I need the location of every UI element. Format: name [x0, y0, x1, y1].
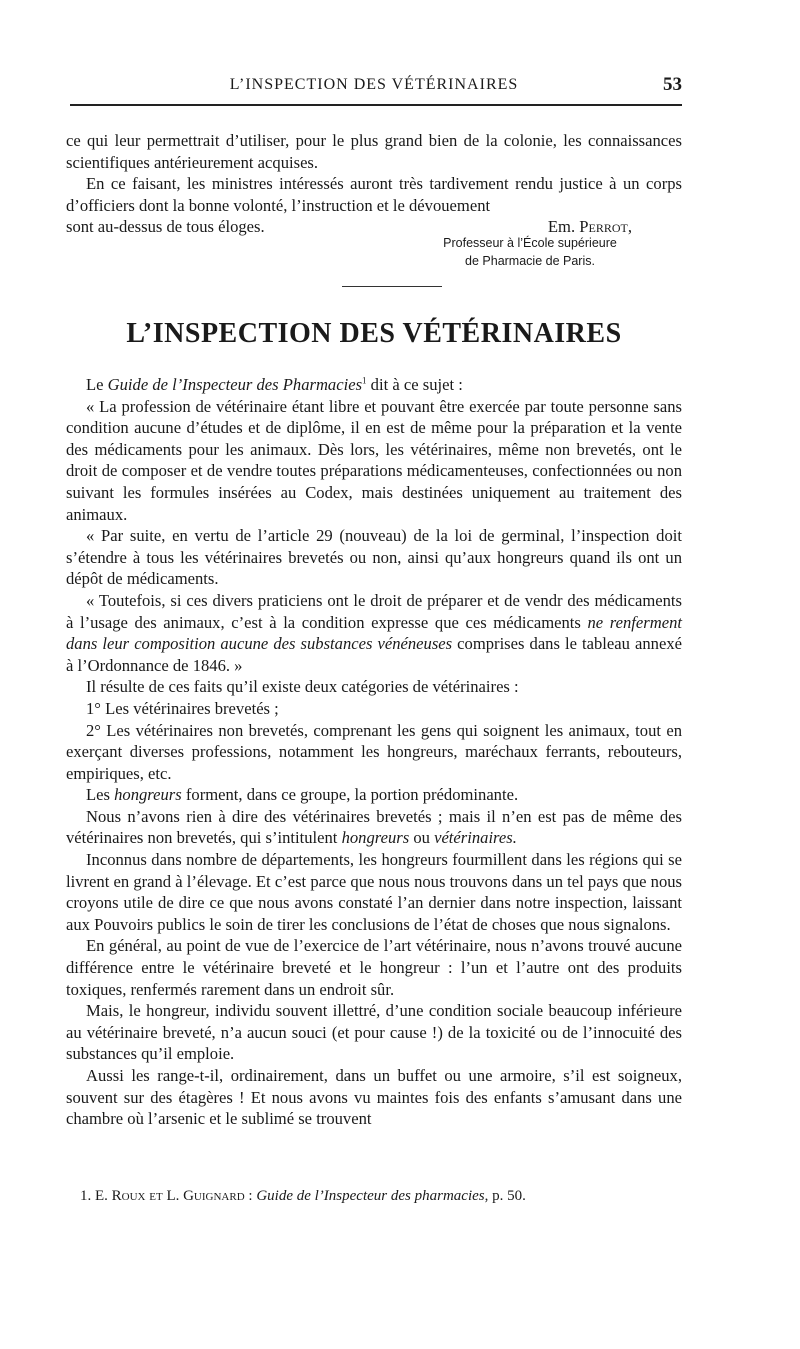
footnote	[66, 1186, 682, 1206]
text: ou	[409, 828, 435, 848]
footnote-text	[66, 1186, 682, 1206]
text: Nous n’avons rien à dire des vétérinaires brevetés ; mais il n’en est pas de même des vétérinaires non brevetés, qui s’intitulent	[66, 806, 682, 848]
paragraph: Il résulte de ces faits qu’il existe deux catégories de vétérinaires :	[86, 677, 519, 697]
text: comprises dans le tableau annexé à l’Ordonnance de 1846. »	[66, 634, 682, 675]
quote-paragraph	[66, 590, 682, 676]
paragraph	[66, 806, 682, 849]
affiliation-line: de Pharmacie de Paris.	[465, 254, 595, 268]
paragraph: En ce faisant, les ministres intéressés auront très tardivement rendu justice à un corps d’officiers dont la bonne volonté, l’instruction et le dévouement	[66, 174, 682, 215]
quote-paragraph: « Par suite, en vertu de l’article 29 (nouveau) de la loi de germinal, l’inspection doit s’étendre à tous les vétérinaires brevetés ou non, ainsi qu’aux hongreurs quand ils ont un dépôt de médicaments.	[66, 526, 682, 589]
paragraph: ce qui leur permettrait d’utiliser, pour le plus grand bien de la colonie, les connaissances scientifiques antérieurement acquises.	[66, 131, 682, 172]
cited-work: Guide de l’Inspecteur des Pharmacies	[107, 375, 363, 394]
quote-paragraph: « La profession de vétérinaire étant libre et pouvant être exercée par toute personne sans condition aucune d’études et de diplôme, il en est de même pour la préparation et la vente des médicaments pour les animaux. Dès lors, les vétérinaires, même non brevetés, ont le droit de composer et de vendre toutes préparations médicamenteuses, confectionnées ou non suivant les formules insérées au Codex, mais destinées uniquement au traitement des animaux.	[66, 396, 682, 524]
footnote-number: 1.	[80, 1188, 92, 1204]
author-name: Perrot,	[579, 217, 632, 237]
footnote-title: Guide de l’Inspecteur des pharmacies	[256, 1188, 485, 1204]
paragraph: Mais, le hongreur, individu souvent illettré, d’une condition sociale beaucoup inférieure au vétérinaire breveté, n’a aucun souci (et pour cause !) de la toxicité ou de l’innocuité des substances qu’il emploie.	[66, 1001, 682, 1064]
affiliation-line: Professeur à l’École supérieure	[443, 236, 617, 250]
text: dit à ce sujet :	[366, 375, 463, 394]
paragraph	[66, 784, 682, 806]
text: forment, dans ce groupe, la portion prédominante.	[181, 785, 519, 805]
previous-article-ending	[66, 130, 682, 238]
emphasis: vétérinaires.	[434, 828, 517, 848]
page-number: 53	[663, 74, 682, 95]
paragraph	[66, 374, 682, 396]
emphasis: ne renferment dans leur composition aucune des substances vénéneuses	[66, 612, 682, 654]
header-rule	[70, 104, 682, 106]
running-header	[66, 74, 682, 98]
paragraph: Inconnus dans nombre de départements, les hongreurs fourmillent dans les régions qui se livrent en grand à l’élevage. Et c’est parce que nous nous trouvons dans un tel pays que nous croyons utile de dire ce que nous avons constaté l’an dernier dans notre inspection, laissant aux Pouvoirs publics le soin de tirer les conclusions de l’état de choses que nous signalons.	[66, 850, 682, 934]
text: Les	[86, 785, 115, 805]
paragraph-end: sont au-dessus de tous éloges.	[66, 217, 265, 237]
list-item: 1° Les vétérinaires brevetés ;	[86, 698, 279, 718]
emphasis: hongreurs	[114, 785, 182, 805]
footnote-page: , p. 50.	[484, 1188, 526, 1204]
article-body	[66, 374, 682, 1130]
running-title: L’INSPECTION DES VÉTÉRINAIRES	[229, 76, 519, 93]
author-affiliation	[380, 234, 680, 270]
paragraph: En général, au point de vue de l’exercice de l’art vétérinaire, nous n’avons trouvé aucune différence entre le vétérinaire breveté et le hongreur : l’un et l’autre ont des produits toxiques, renfermés rarement dans un endroit sûr.	[66, 936, 682, 999]
footnote-reference: 1	[362, 375, 367, 386]
list-item: 2° Les vétérinaires non brevetés, comprenant les gens qui soignent les animaux, tout en exerçant diverses professions, notamment les hongreurs, maréchaux ferrants, rebouteurs, empiriques, etc.	[66, 720, 682, 783]
author-initial: Em.	[547, 217, 576, 237]
emphasis: hongreurs	[341, 828, 410, 848]
paragraph: Aussi les range-t-il, ordinairement, dans un buffet ou une armoire, s’il est soigneux, souvent sur des étagères ! Et nous avons vu maintes fois des enfants s’amusant dans une chambre où l’arsenic et le sublimé se trouvent	[66, 1066, 682, 1129]
footnote-authors: E. Roux et L. Guignard :	[95, 1188, 253, 1204]
text: « Toutefois, si ces divers praticiens ont le droit de préparer et de vendr des médicaments à l’usage des animaux, c’est à la condition expresse que ces médicaments	[66, 590, 682, 632]
article-title: L’INSPECTION DES VÉTÉRINAIRES	[126, 318, 622, 349]
text: Le	[86, 375, 108, 394]
section-divider	[342, 286, 442, 287]
